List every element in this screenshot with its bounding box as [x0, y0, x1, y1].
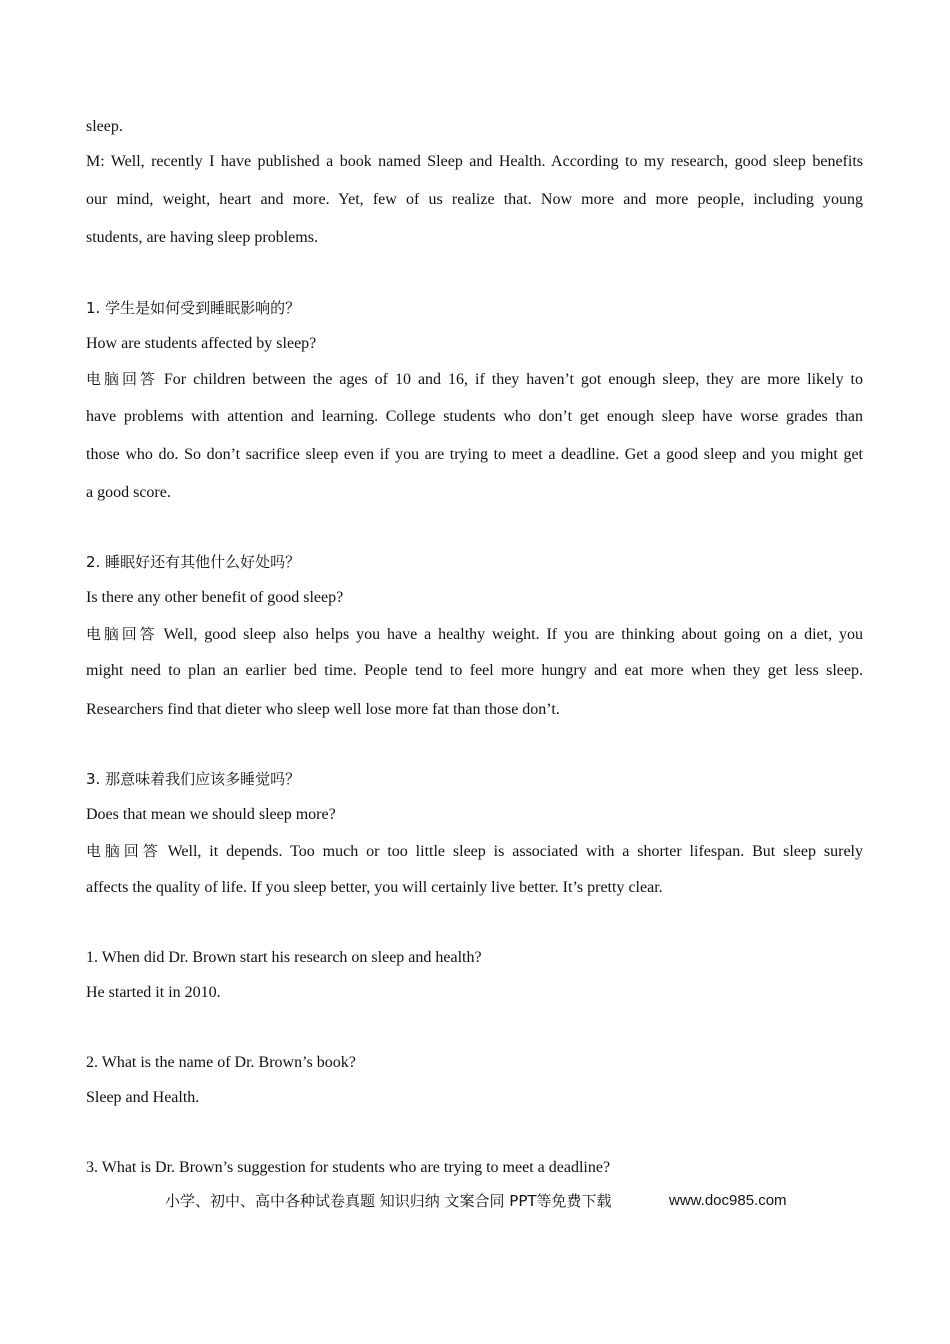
answer-line: affects the quality of life. If you sleep better, you will certainly live better. It’s pretty clear. — [86, 879, 663, 896]
answer-line — [86, 369, 863, 390]
footer-website-link[interactable]: www.doc985.com — [669, 1192, 787, 1209]
answer-line — [86, 624, 863, 645]
answer-line: might need to plan an earlier bed time. People tend to feel more hungry and eat more when they get less sleep. — [86, 662, 863, 679]
dialogue-line: sleep. — [86, 118, 123, 135]
comprehension-question: 1. When did Dr. Brown start his research on sleep and health? — [86, 949, 482, 966]
answer-text: Well, good sleep also helps you have a healthy weight. If you are thinking about going on a diet, you — [163, 626, 863, 643]
footer-promo-text: 小学、初中、高中各种试卷真题 知识归纳 文案合同 PPT等免费下载 — [165, 1192, 612, 1210]
answer-line — [86, 841, 863, 862]
comprehension-answer: He started it in 2010. — [86, 984, 221, 1001]
question-zh: 3. 那意味着我们应该多睡觉吗？ — [86, 770, 301, 788]
question-en: How are students affected by sleep? — [86, 335, 317, 352]
answer-tag: 电脑回答 — [86, 370, 158, 388]
dialogue-line: students, are having sleep problems. — [86, 229, 318, 246]
answer-tag: 电脑回答 — [86, 625, 158, 643]
dialogue-line: our mind, weight, heart and more. Yet, few of us realize that. Now more and more people, including young — [86, 191, 863, 208]
comprehension-question: 2. What is the name of Dr. Brown’s book? — [86, 1054, 356, 1071]
comprehension-question: 3. What is Dr. Brown’s suggestion for students who are trying to meet a deadline? — [86, 1159, 611, 1176]
answer-text: Well, it depends. Too much or too little sleep is associated with a shorter lifespan. But sleep surely — [167, 843, 863, 860]
dialogue-line: M: Well, recently I have published a book named Sleep and Health. According to my research, good sleep benefits — [86, 153, 863, 170]
answer-line: those who do. So don’t sacrifice sleep even if you are trying to meet a deadline. Get a good sleep and you might get — [86, 446, 863, 463]
answer-line: have problems with attention and learning. College students who don’t get enough sleep have worse grades than — [86, 408, 863, 425]
question-zh: 2. 睡眠好还有其他什么好处吗？ — [86, 553, 301, 571]
answer-line: Researchers find that dieter who sleep well lose more fat than those don’t. — [86, 701, 560, 718]
answer-line: a good score. — [86, 484, 171, 501]
comprehension-answer: Sleep and Health. — [86, 1089, 200, 1106]
question-en: Is there any other benefit of good sleep? — [86, 589, 344, 606]
answer-text: For children between the ages of 10 and 16, if they haven’t got enough sleep, they are more likely to — [163, 371, 863, 388]
question-zh: 1. 学生是如何受到睡眠影响的？ — [86, 299, 301, 317]
answer-tag: 电脑回答 — [86, 842, 162, 860]
question-en: Does that mean we should sleep more? — [86, 806, 336, 823]
